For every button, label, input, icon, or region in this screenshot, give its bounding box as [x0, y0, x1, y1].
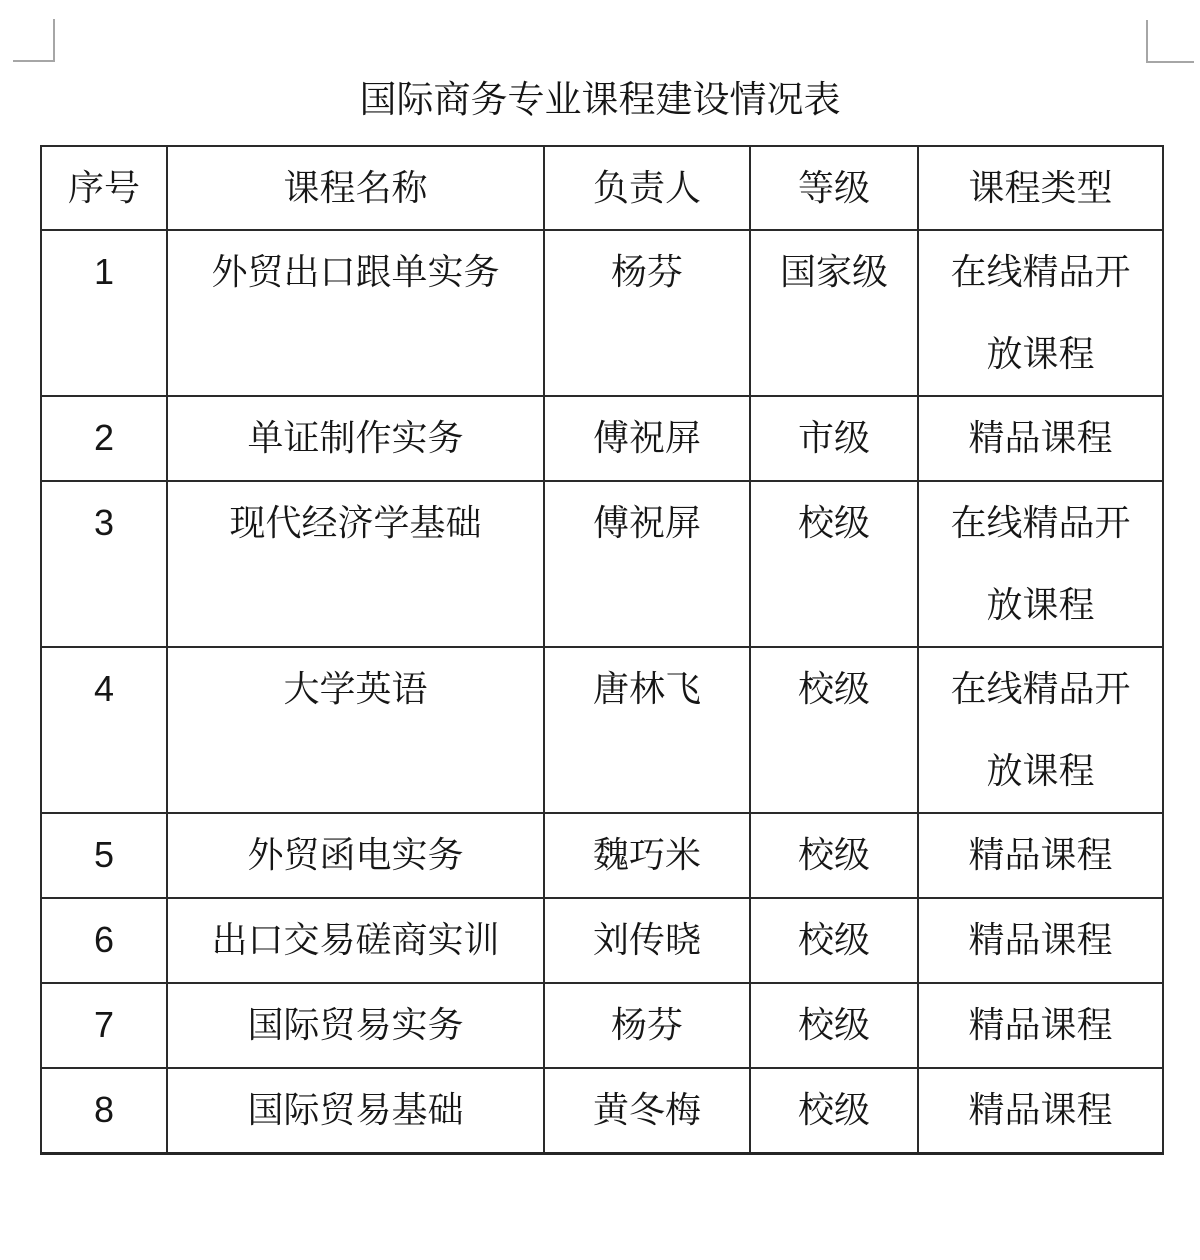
table-row [41, 481, 1163, 647]
cell-no: 3 [41, 481, 167, 647]
cell-level: 校级 [750, 647, 918, 813]
column-header: 负责人 [544, 146, 750, 230]
column-header: 课程类型 [918, 146, 1163, 230]
cell-name: 国际贸易基础 [167, 1068, 544, 1153]
cell-leader: 傅祝屏 [544, 396, 750, 481]
table-header-row [41, 146, 1163, 230]
cell-no: 1 [41, 230, 167, 396]
cell-type-line: 放课程 [986, 584, 1095, 625]
cell-type-line: 精品课程 [968, 417, 1113, 458]
cell-name: 大学英语 [167, 647, 544, 813]
cell-leader: 魏巧米 [544, 813, 750, 898]
cell-leader: 杨芬 [544, 230, 750, 396]
cell-leader: 唐林飞 [544, 647, 750, 813]
cell-type [918, 813, 1163, 898]
cell-no: 5 [41, 813, 167, 898]
cell-no: 6 [41, 898, 167, 983]
cell-type [918, 898, 1163, 983]
table-row [41, 1068, 1163, 1153]
page-title: 国际商务专业课程建设情况表 [359, 79, 841, 120]
cell-level: 国家级 [750, 230, 918, 396]
cell-leader: 杨芬 [544, 983, 750, 1068]
page-corner-mark-top-left [13, 19, 55, 62]
cell-leader: 傅祝屏 [544, 481, 750, 647]
table-row [41, 983, 1163, 1068]
table-row [41, 396, 1163, 481]
cell-type-line: 在线精品开 [950, 502, 1131, 543]
cell-name: 国际贸易实务 [167, 983, 544, 1068]
cell-type [918, 1068, 1163, 1153]
cell-no: 2 [41, 396, 167, 481]
cell-type-line: 放课程 [986, 750, 1095, 791]
cell-type-line: 放课程 [986, 333, 1095, 374]
cell-no: 8 [41, 1068, 167, 1153]
cell-name: 外贸出口跟单实务 [167, 230, 544, 396]
cell-level: 校级 [750, 481, 918, 647]
cell-type-line: 精品课程 [968, 919, 1113, 960]
cell-type-line: 精品课程 [968, 1089, 1113, 1130]
cell-name: 外贸函电实务 [167, 813, 544, 898]
cell-level: 校级 [750, 983, 918, 1068]
cell-no: 7 [41, 983, 167, 1068]
column-header: 等级 [750, 146, 918, 230]
cell-type [918, 481, 1163, 647]
cell-leader: 刘传晓 [544, 898, 750, 983]
table-row [41, 647, 1163, 813]
page-corner-mark-top-right [1146, 20, 1194, 63]
cell-type [918, 396, 1163, 481]
cell-name: 现代经济学基础 [167, 481, 544, 647]
cell-type [918, 983, 1163, 1068]
cell-type [918, 647, 1163, 813]
course-table [40, 145, 1164, 1155]
cell-level: 市级 [750, 396, 918, 481]
cell-level: 校级 [750, 898, 918, 983]
cell-type-line: 在线精品开 [950, 668, 1131, 709]
cell-no: 4 [41, 647, 167, 813]
cell-leader: 黄冬梅 [544, 1068, 750, 1153]
table-body [41, 230, 1163, 1153]
table-row [41, 898, 1163, 983]
cell-name: 单证制作实务 [167, 396, 544, 481]
column-header: 课程名称 [167, 146, 544, 230]
cell-type [918, 230, 1163, 396]
cell-type-line: 精品课程 [968, 1004, 1113, 1045]
table-row [41, 230, 1163, 396]
cell-type-line: 在线精品开 [950, 251, 1131, 292]
column-header: 序号 [41, 146, 167, 230]
cell-name: 出口交易磋商实训 [167, 898, 544, 983]
cell-type-line: 精品课程 [968, 834, 1113, 875]
cell-level: 校级 [750, 1068, 918, 1153]
cell-level: 校级 [750, 813, 918, 898]
table-row [41, 813, 1163, 898]
